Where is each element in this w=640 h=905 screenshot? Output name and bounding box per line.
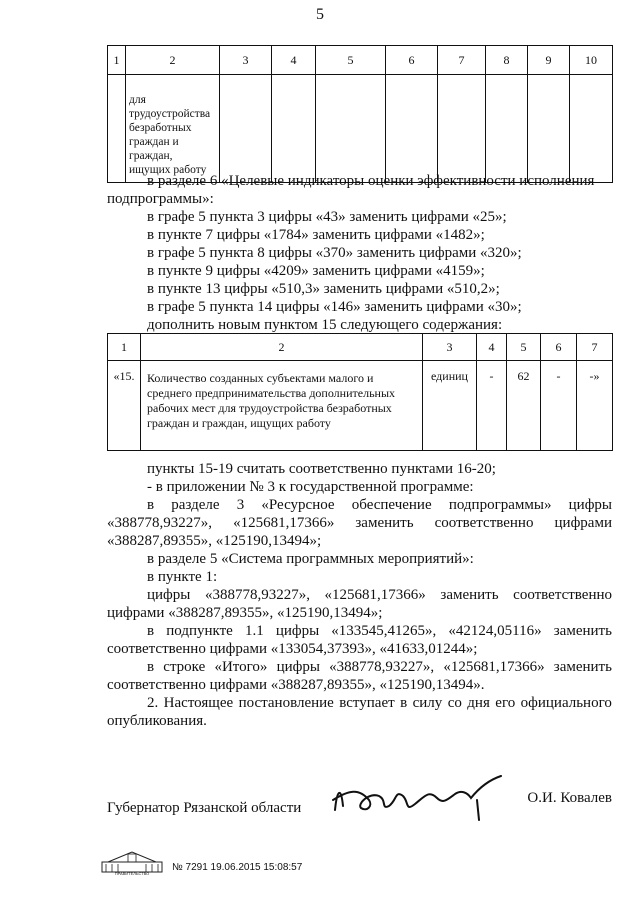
paragraph-line: в разделе 5 «Система программных мероприятий»: [147,551,474,567]
unit-cell: единиц [423,361,477,451]
paragraph-line: - в приложении № 3 к государственной программе: [147,479,474,495]
signatory-position: Губернатор Рязанской области [107,800,302,816]
column-header: 2 [126,46,220,75]
column-header: 6 [541,334,577,361]
paragraph-line: «388778,93227», «125681,17366» заменить соответственно цифрами [107,515,612,531]
value-cell: -» [577,361,613,451]
column-header: 7 [577,334,613,361]
item-number: «15. [108,361,141,451]
table-row [108,75,613,183]
column-header: 9 [528,46,570,75]
paragraph-line: цифрами «388287,89355», «125190,13494»; [107,605,383,621]
page-number: 5 [316,6,324,23]
paragraph-line: в графе 5 пункта 3 цифры «43» заменить цифрами «25»; [147,209,507,225]
column-header: 1 [108,46,126,75]
column-header: 7 [438,46,486,75]
paragraph-line: пункты 15-19 считать соответственно пунктами 16-20; [147,461,496,477]
column-header: 1 [108,334,141,361]
paragraph-line: соответственно цифрами «388287,89355», «125190,13494». [107,677,485,693]
column-header: 4 [272,46,316,75]
new-item-table [107,333,613,451]
paragraph-line: в пункте 1: [147,569,218,585]
paragraph-line: в строке «Итого» цифры «388778,93227», «125681,17366» заменить [147,659,612,675]
registration-stamp: № 7291 19.06.2015 15:08:57 [172,862,303,873]
paragraph-line: опубликования. [107,713,207,729]
paragraph-line: в подпункте 1.1 цифры «133545,41265», «42124,05116» заменить [147,623,612,639]
paragraph-line: в пункте 13 цифры «510,3» заменить цифрами «510,2»; [147,281,500,297]
paragraph-line: 2. Настоящее постановление вступает в силу со дня его официального [147,695,612,711]
column-header: 6 [386,46,438,75]
column-header: 3 [220,46,272,75]
paragraph-line: в разделе 6 «Целевые индикаторы оценки эффективности исполнения [147,173,595,189]
indicator-name: Количество созданных субъектами малого и среднего предпринимательства дополнительных рабочих мест для трудоустройства безработных граждан и граждан, ищущих работу [141,361,423,451]
column-header: 3 [423,334,477,361]
table-header-row [108,46,613,75]
paragraph-line: в пункте 7 цифры «1784» заменить цифрами «1482»; [147,227,485,243]
amendment-list-appendix3 [107,460,612,730]
signatory-name: О.И. Ковалев [527,790,612,806]
paragraph-line: цифры «388778,93227», «125681,17366» заменить соответственно [147,587,612,603]
handwritten-signature [329,770,509,830]
table-header-row [108,334,613,361]
government-building-icon [100,848,164,876]
signature-block [107,790,612,830]
value-cell: 62 [507,361,541,451]
paragraph-line: в графе 5 пункта 8 цифры «370» заменить цифрами «320»; [147,245,522,261]
continuation-table [107,45,613,183]
value-cell: - [541,361,577,451]
column-header: 4 [477,334,507,361]
table-cell-text: для трудоустройства безработных граждан и граждан, ищущих работу [126,75,220,183]
column-header: 8 [486,46,528,75]
amendment-list-section6 [107,172,612,334]
paragraph-line: в пункте 9 цифры «4209» заменить цифрами «4159»; [147,263,485,279]
paragraph-line: в разделе 3 «Ресурсное обеспечение подпрограммы» цифры [147,497,612,513]
paragraph-line: соответственно цифрами «133054,37393», «41633,01244»; [107,641,478,657]
table-row [108,361,613,451]
svg-text:ПРАВИТЕЛЬСТВО: ПРАВИТЕЛЬСТВО [114,871,150,876]
value-cell: - [477,361,507,451]
column-header: 10 [570,46,613,75]
paragraph-line: в графе 5 пункта 14 цифры «146» заменить цифрами «30»; [147,299,522,315]
column-header: 5 [507,334,541,361]
column-header: 5 [316,46,386,75]
paragraph-line: подпрограммы»: [107,191,214,207]
column-header: 2 [141,334,423,361]
paragraph-line: «388287,89355», «125190,13494»; [107,533,322,549]
footer-registration [100,848,500,876]
paragraph-line: дополнить новым пунктом 15 следующего содержания: [147,317,503,333]
